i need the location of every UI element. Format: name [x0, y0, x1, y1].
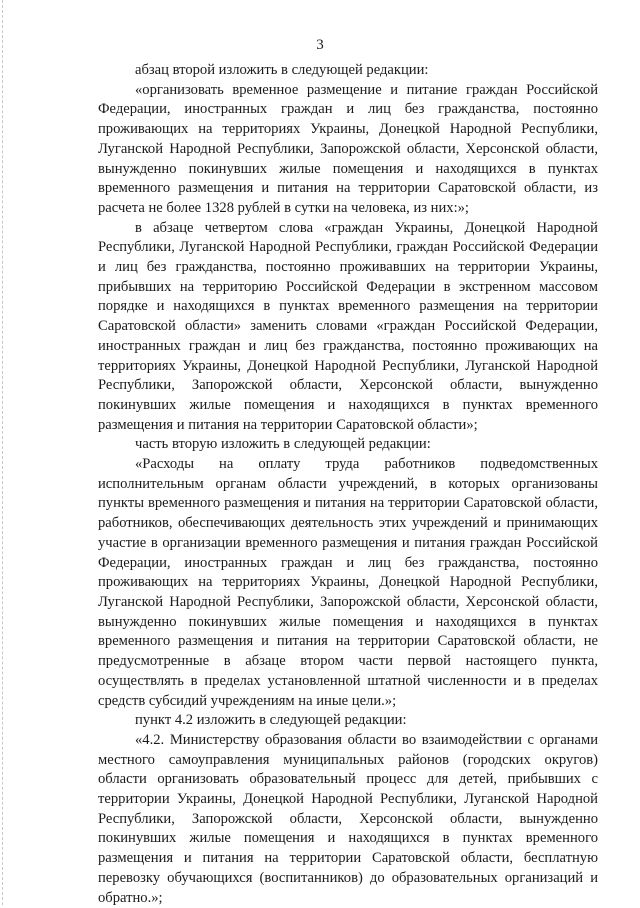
paragraph-3: в абзаце четвертом слова «граждан Украины, Донецкой Народной Республики, Луганской Народной Республики, граждан Российской Федерации и лиц без гражданства, постоянно проживавших на территории Украины, прибывших на территорию Российской Федерации в экстренном массовом порядке и находящихся в пунктах временного размещения на территории Саратовской области» заменить словами «граждан Российской Федерации, иностранных граждан и лиц без гражданства, постоянно проживающих на территориях Украины, Донецкой Народной Республики, Луганской Народной Республики, Запорожской области, Херсонской области, вынужденно покинувших жилые помещения и находящихся в пунктах временного размещения и питания на территории Саратовской области»;: [98, 219, 598, 433]
paragraph-6: пункт 4.2 изложить в следующей редакции:: [135, 712, 407, 729]
paragraph-5: «Расходы на оплату труда работников подведомственных исполнительным органам области учреждений, в которых организованы пункты временного размещения и питания на территории Саратовской области, работников, обеспечивающих деятельность этих учреждений и принимающих участие в организации временного размещения и питания граждан Российской Федерации, иностранных граждан и лиц без гражданства, постоянно проживающих на территориях Украины, Донецкой Народной Республики, Луганской Народной Республики, Запорожской области, Херсонской области, вынужденно покинувших жилые помещения и находящихся в пунктах временного размещения и питания на территории Саратовской области, не предусмотренные в абзаце втором части первой настоящего пункта, осуществлять в пределах установленной штатной численности и в пределах средств субсидий учреждениям на иные цели.»;: [98, 456, 598, 709]
paragraph-1: абзац второй изложить в следующей редакции:: [135, 62, 429, 78]
paragraph-7: «4.2. Министерству образования области во взаимодействии с органами местного самоуправления муниципальных районов (городских округов) области организовать образовательный процесс для детей, прибывших с территории Украины, Донецкой Народной Республики, Луганской Народной Республики, Запорожской области, Херсонской области, вынужденно покинувших жилые помещения и находящихся в пунктах временного размещения и питания на территории Саратовской области, бесплатную перевозку обучающихся (воспитанников) до образовательных организаций и обратно.»;: [98, 731, 598, 906]
document-body: [98, 61, 598, 908]
page-number: 3: [316, 37, 324, 53]
page-edge-divider: [2, 0, 4, 905]
paragraph-4: часть вторую изложить в следующей редакции:: [135, 436, 431, 453]
paragraph-2: «организовать временное размещение и питание граждан Российской Федерации, иностранных граждан и лиц без гражданства, постоянно проживающих на территориях Украины, Донецкой Народной Республики, Луганской Народной Республики, Запорожской области, Херсонской области, вынужденно покинувших жилые помещения и находящихся в пунктах временного размещения и питания на территории Саратовской области, из расчета не более 1328 рублей в сутки на человека, из них:»;: [98, 81, 598, 216]
